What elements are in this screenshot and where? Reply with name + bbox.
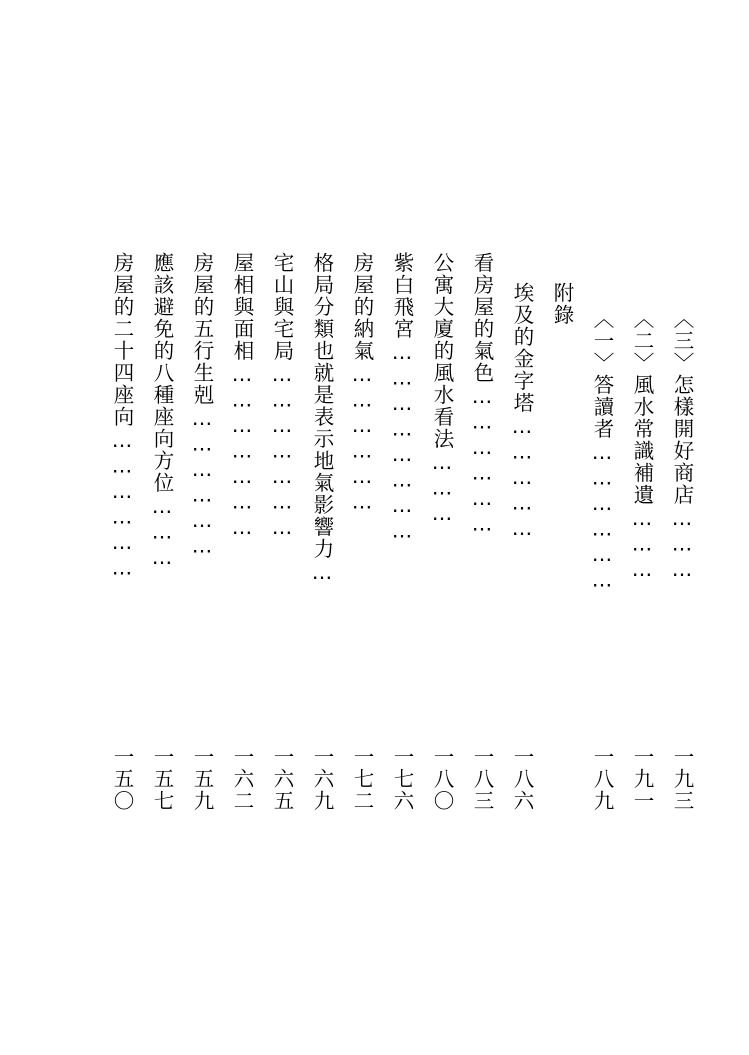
toc-entry — [266, 252, 297, 812]
toc-entry-page: 一八九 — [590, 746, 614, 812]
toc-entry-page: 一八三 — [470, 746, 494, 812]
toc-entry-title: 宅山與宅局………………… — [270, 252, 294, 541]
toc-entry-page: 一九一 — [630, 746, 654, 812]
toc-entry — [426, 252, 457, 812]
toc-entry-title: 屋相與面相………………… — [230, 252, 254, 541]
toc-entry-page: 一六五 — [270, 746, 294, 812]
toc-entry-title: 〈二〉風水常識補遺……… — [630, 308, 654, 583]
toc-entry — [106, 252, 137, 812]
toc-entry-title: 〈一〉答讀者……………… — [590, 308, 614, 593]
toc-entry-page: 一八〇 — [430, 746, 454, 812]
toc-entry-page: 一五七 — [150, 746, 174, 812]
toc-entry — [506, 252, 537, 812]
toc-entry-page: 一七六 — [390, 746, 414, 812]
toc-entry — [226, 252, 257, 812]
toc-entry-page: 一八六 — [510, 746, 534, 812]
toc-entry — [666, 252, 697, 812]
toc-entry-title: 看房屋的氣色……………… — [470, 252, 494, 537]
toc-entry-page: 一六九 — [310, 746, 334, 812]
toc-entry — [346, 252, 377, 812]
toc-entry-title: 附錄 — [550, 282, 574, 326]
toc-entry — [386, 252, 417, 812]
toc-entry-page: 一六二 — [230, 746, 254, 812]
toc-entry-page: 一七二 — [350, 746, 374, 812]
toc-entry-page: 一九三 — [670, 746, 694, 812]
toc-entry — [306, 252, 337, 812]
toc-entry-title: 格局分類也就是表示地氣影響力… — [310, 252, 334, 586]
toc-entry — [146, 252, 177, 812]
toc-entry-title: 紫白飛宮…………………… — [390, 252, 414, 544]
toc-entry-page: 一五〇 — [110, 746, 134, 812]
toc-entry-title: 房屋的二十四座向……………… — [110, 252, 134, 581]
toc-entry — [586, 252, 617, 812]
toc-list — [106, 252, 697, 812]
toc-entry-title: 應該避免的八種座向方位……… — [150, 252, 174, 571]
toc-entry-title: 公寓大廈的風水看法……… — [430, 252, 454, 527]
toc-section-appendix — [546, 252, 577, 812]
toc-entry-page: 一五九 — [190, 746, 214, 812]
toc-entry-title: 〈三〉怎樣開好商店……… — [670, 308, 694, 583]
toc-entry — [466, 252, 497, 812]
toc-entry-title: 房屋的五行生剋……………… — [190, 252, 214, 559]
toc-entry — [186, 252, 217, 812]
toc-entry-title: 房屋的納氣……………… — [350, 252, 374, 515]
toc-entry-title: 埃及的金字塔…………… — [510, 282, 534, 542]
toc-entry — [626, 252, 657, 812]
